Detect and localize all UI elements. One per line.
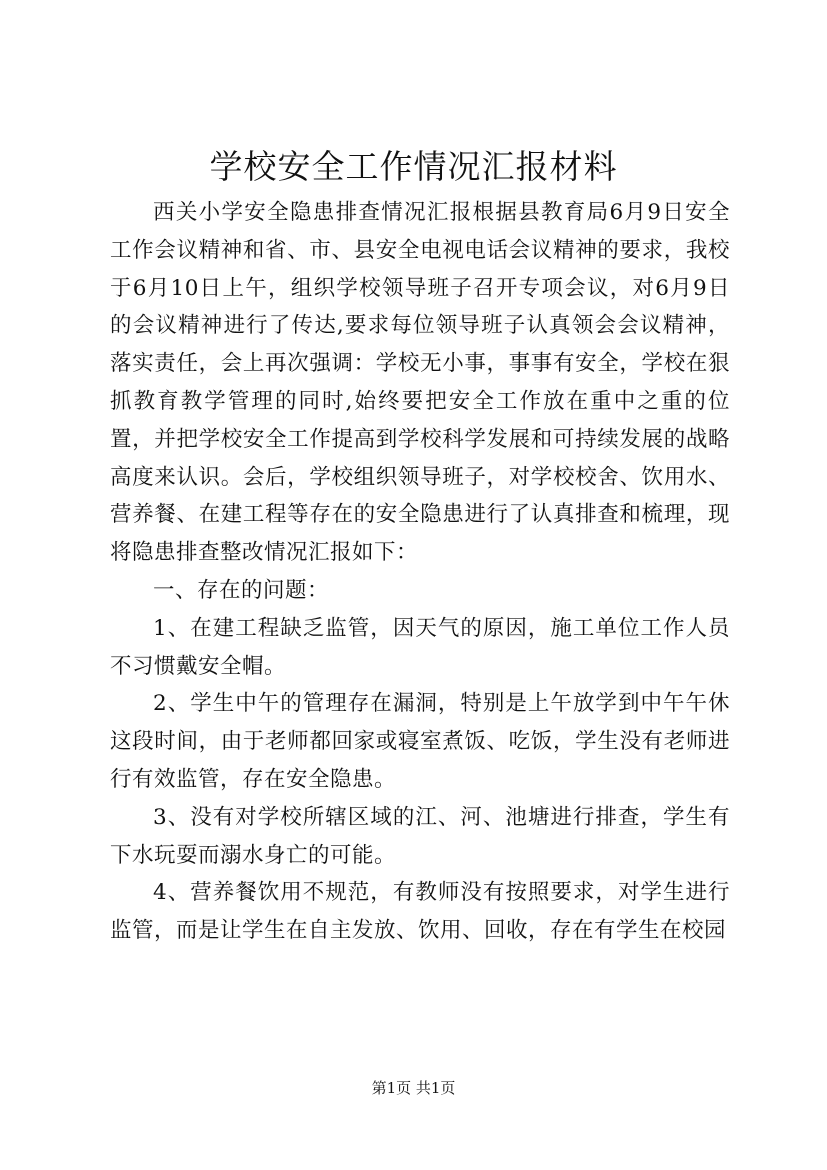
paragraph-issue-2: 2、学生中午的管理存在漏洞，特别是上午放学到中午午休这段时间，由于老师都回家或寝室煮饭、吃饭，学生没有老师进行有效监管，存在安全隐患。 xyxy=(110,691,730,792)
paragraph-intro: 西关小学安全隐患排查情况汇报根据县教育局6月9日安全工作会议精神和省、市、县安全电视电话会议精神的要求，我校于6月10日上午，组织学校领导班子召开专项会议，对6月9日的会议精神进行了传达,要求每位领导班子认真领会会议精神，落实责任，会上再次强调：学校无小事，事事有安全，学校在狠抓教育教学管理的同时,始终要把安全工作放在重中之重的位置，并把学校安全工作提高到学校科学发展和可持续发展的战略高度来认识。会后，学校组织领导班子，对学校校舍、饮用水、营养餐、在建工程等存在的安全隐患进行了认真排查和梳理，现将隐患排查整改情况汇报如下： xyxy=(110,200,730,566)
page-footer: 第1页 共1页 xyxy=(371,1079,456,1097)
document-body xyxy=(110,194,730,950)
paragraph-issue-3: 3、没有对学校所辖区域的江、河、池塘进行排查，学生有下水玩耍而溺水身亡的可能。 xyxy=(110,804,730,868)
paragraph-issue-4: 4、营养餐饮用不规范，有教师没有按照要求，对学生进行监管，而是让学生在自主发放、饮用、回收，存在有学生在校园 xyxy=(110,880,730,944)
document-title: 学校安全工作情况汇报材料 xyxy=(209,147,618,186)
paragraph-section-heading: 一、存在的问题： xyxy=(153,577,330,603)
paragraph-issue-1: 1、在建工程缺乏监管，因天气的原因，施工单位工作人员不习惯戴安全帽。 xyxy=(110,615,730,679)
